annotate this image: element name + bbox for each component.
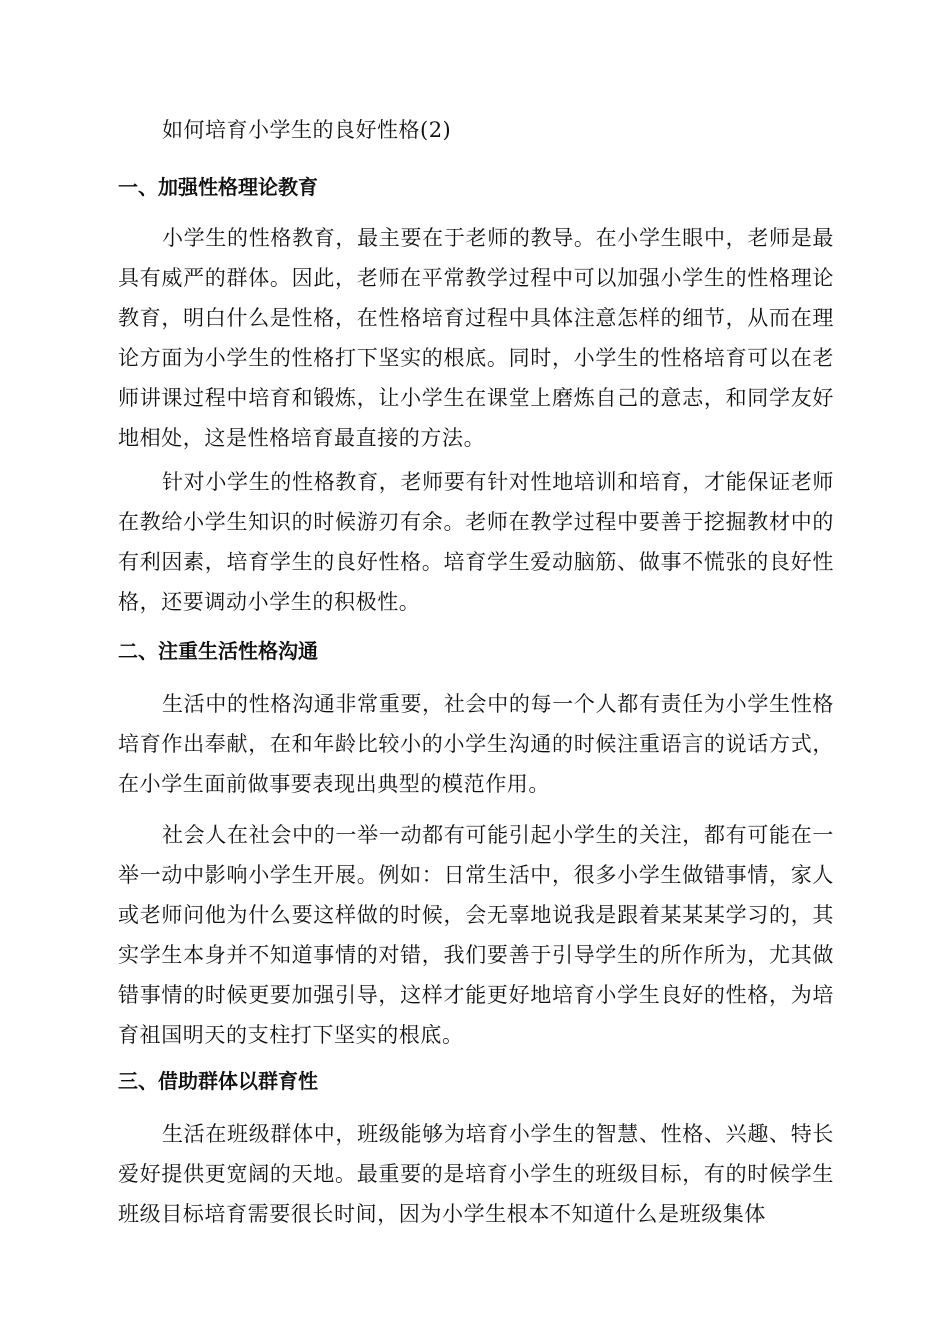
paragraph: 针对小学生的性格教育，老师要有针对性地培训和培育，才能保证老师在教给小学生知识的时候游刃有余。老师在教学过程中要善于挖掘教材中的有利因素，培育学生的良好性格。培育学生爱动脑筋、做事不慌张的良好性格，还要调动小学生的积极性。 [118, 470, 834, 614]
section-heading-3: 三、借助群体以群育性 [118, 1069, 318, 1093]
section-heading-2: 二、注重生活性格沟通 [118, 639, 318, 663]
paragraph: 社会人在社会中的一举一动都有可能引起小学生的关注，都有可能在一举一动中影响小学生开展。例如：日常生活中，很多小学生做错事情，家人或老师问他为什么要这样做的时候，会无辜地说我是跟着某某某学习的，其实学生本身并不知道事情的对错，我们要善于引导学生的所作所为，尤其做错事情的时候更要加强引导，这样才能更好地培育小学生良好的性格，为培育祖国明天的支柱打下坚实的根底。 [118, 823, 834, 1047]
paragraph: 生活在班级群体中，班级能够为培育小学生的智慧、性格、兴趣、特长爱好提供更宽阔的天地。最重要的是培育小学生的班级目标，有的时候学生班级目标培育需要很长时间，因为小学生根本不知道什么是班级集体 [118, 1122, 834, 1226]
section-heading-1: 一、加强性格理论教育 [118, 175, 318, 199]
paragraph: 小学生的性格教育，最主要在于老师的教导。在小学生眼中，老师是最具有威严的群体。因此，老师在平常教学过程中可以加强小学生的性格理论教育，明白什么是性格，在性格培育过程中具体注意怎样的细节，从而在理论方面为小学生的性格打下坚实的根底。同时，小学生的性格培育可以在老师讲课过程中培育和锻炼，让小学生在课堂上磨炼自己的意志，和同学友好地相处，这是性格培育最直接的方法。 [118, 226, 834, 450]
document-title: 如何培育小学生的良好性格(2) [162, 118, 452, 142]
paragraph: 生活中的性格沟通非常重要，社会中的每一个人都有责任为小学生性格培育作出奉献，在和年龄比较小的小学生沟通的时候注重语言的说话方式，在小学生面前做事要表现出典型的模范作用。 [118, 692, 834, 796]
